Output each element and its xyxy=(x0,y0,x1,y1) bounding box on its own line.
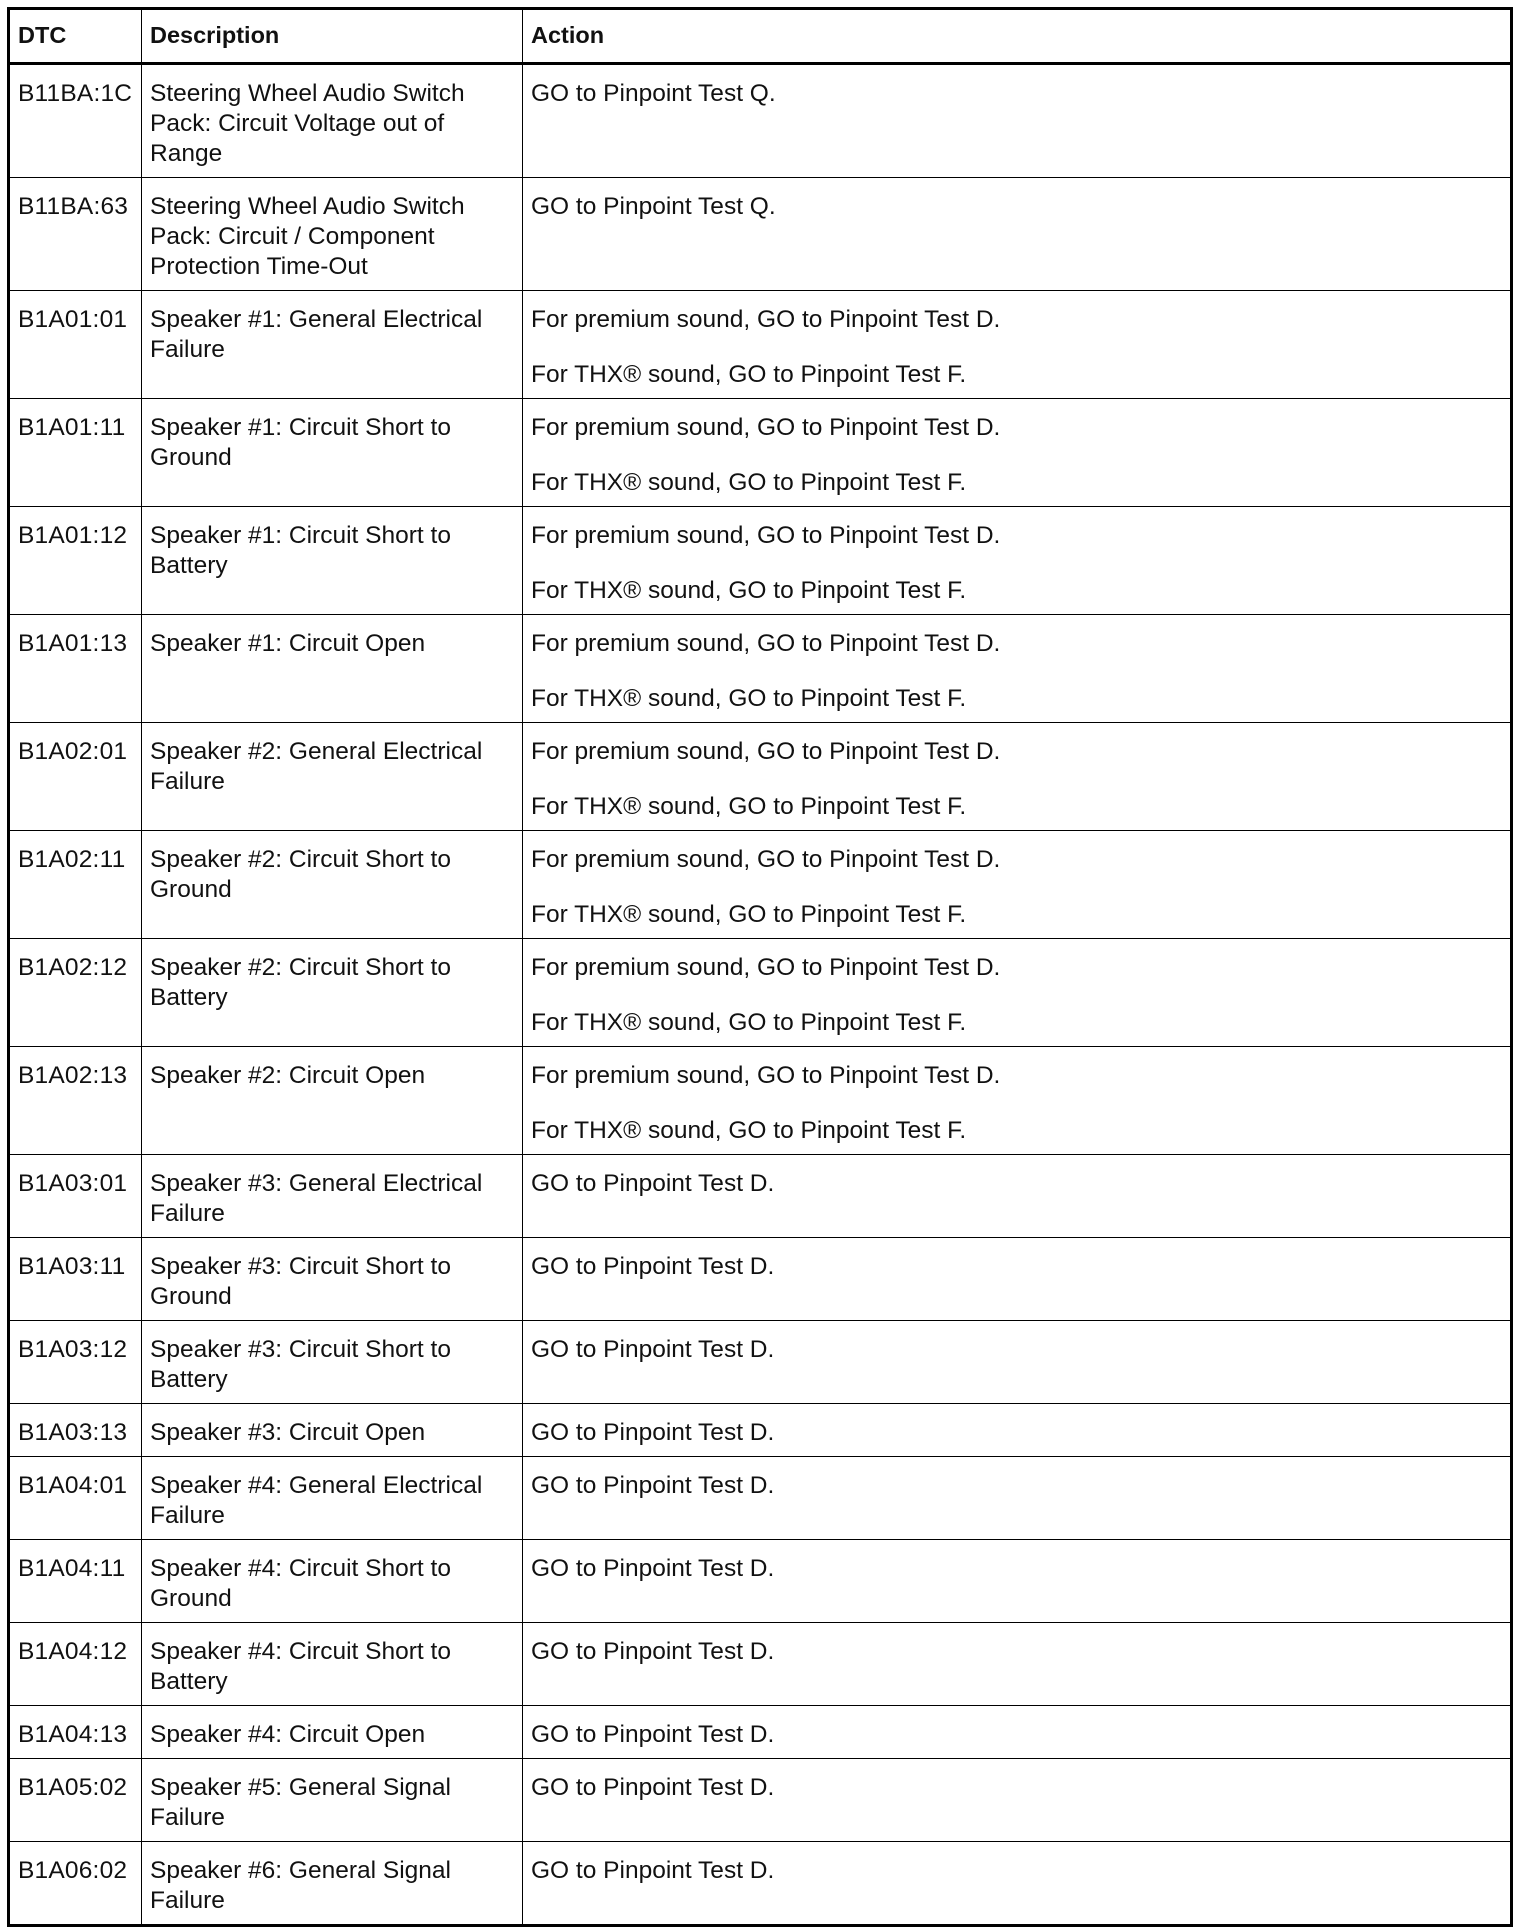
action-text: For premium sound, GO to Pinpoint Test D. xyxy=(531,954,1001,981)
table-row xyxy=(9,399,1512,507)
table-row xyxy=(9,1404,1512,1457)
description-cell: Speaker #3: Circuit Short to Battery xyxy=(142,1321,523,1404)
action-text: GO to Pinpoint Test D. xyxy=(531,1336,775,1363)
dtc-code-cell: B1A01:01 xyxy=(9,291,142,399)
action-text: For THX® sound, GO to Pinpoint Test F. xyxy=(531,469,967,496)
action-text: GO to Pinpoint Test D. xyxy=(531,1170,775,1197)
description-cell: Speaker #4: General Electrical Failure xyxy=(142,1457,523,1540)
action-text: For premium sound, GO to Pinpoint Test D. xyxy=(531,414,1001,441)
action-cell xyxy=(523,1047,1512,1155)
action-text: For THX® sound, GO to Pinpoint Test F. xyxy=(531,577,967,604)
dtc-code-cell: B11BA:63 xyxy=(9,178,142,291)
dtc-code-cell: B11BA:1C xyxy=(9,64,142,178)
dtc-code-cell: B1A01:12 xyxy=(9,507,142,615)
action-text: For premium sound, GO to Pinpoint Test D. xyxy=(531,1062,1001,1089)
table-row xyxy=(9,291,1512,399)
action-text: GO to Pinpoint Test D. xyxy=(531,1638,775,1665)
action-text: For THX® sound, GO to Pinpoint Test F. xyxy=(531,361,967,388)
dtc-code-cell: B1A05:02 xyxy=(9,1759,142,1842)
action-cell xyxy=(523,615,1512,723)
action-text: For premium sound, GO to Pinpoint Test D. xyxy=(531,738,1001,765)
column-header-dtc: DTC xyxy=(9,9,142,64)
action-cell xyxy=(523,399,1512,507)
action-text: For THX® sound, GO to Pinpoint Test F. xyxy=(531,793,967,820)
dtc-code-cell: B1A04:01 xyxy=(9,1457,142,1540)
description-cell: Speaker #1: Circuit Open xyxy=(142,615,523,723)
action-text: GO to Pinpoint Test D. xyxy=(531,1774,775,1801)
header-row xyxy=(9,9,1512,64)
table-row xyxy=(9,507,1512,615)
table-body xyxy=(9,64,1512,1926)
table-row xyxy=(9,1706,1512,1759)
column-header-description: Description xyxy=(142,9,523,64)
table-row xyxy=(9,1238,1512,1321)
action-cell xyxy=(523,831,1512,939)
table-row xyxy=(9,1155,1512,1238)
column-header-action: Action xyxy=(523,9,1512,64)
action-text: For THX® sound, GO to Pinpoint Test F. xyxy=(531,685,967,712)
action-cell xyxy=(523,723,1512,831)
action-cell xyxy=(523,1404,1512,1457)
description-cell: Steering Wheel Audio Switch Pack: Circuit Voltage out of Range xyxy=(142,64,523,178)
table-row xyxy=(9,64,1512,178)
table-row xyxy=(9,831,1512,939)
dtc-code-cell: B1A06:02 xyxy=(9,1842,142,1926)
dtc-code-cell: B1A01:13 xyxy=(9,615,142,723)
action-cell xyxy=(523,507,1512,615)
action-text: For THX® sound, GO to Pinpoint Test F. xyxy=(531,1009,967,1036)
description-cell: Speaker #2: Circuit Short to Ground xyxy=(142,831,523,939)
dtc-code-cell: B1A04:12 xyxy=(9,1623,142,1706)
table-row xyxy=(9,1623,1512,1706)
dtc-code-cell: B1A03:11 xyxy=(9,1238,142,1321)
action-text: For THX® sound, GO to Pinpoint Test F. xyxy=(531,1117,967,1144)
dtc-code-cell: B1A04:11 xyxy=(9,1540,142,1623)
action-text: GO to Pinpoint Test Q. xyxy=(531,80,776,107)
description-cell: Speaker #3: General Electrical Failure xyxy=(142,1155,523,1238)
dtc-code-cell: B1A02:11 xyxy=(9,831,142,939)
description-cell: Speaker #2: Circuit Open xyxy=(142,1047,523,1155)
action-cell xyxy=(523,1321,1512,1404)
dtc-code-cell: B1A02:12 xyxy=(9,939,142,1047)
dtc-table xyxy=(7,7,1513,1927)
dtc-code-cell: B1A02:01 xyxy=(9,723,142,831)
description-cell: Speaker #1: Circuit Short to Ground xyxy=(142,399,523,507)
dtc-code-cell: B1A03:13 xyxy=(9,1404,142,1457)
action-text: For premium sound, GO to Pinpoint Test D. xyxy=(531,522,1001,549)
description-cell: Speaker #1: General Electrical Failure xyxy=(142,291,523,399)
action-cell xyxy=(523,1238,1512,1321)
action-cell xyxy=(523,1457,1512,1540)
description-cell: Speaker #1: Circuit Short to Battery xyxy=(142,507,523,615)
table-row xyxy=(9,1540,1512,1623)
action-cell xyxy=(523,1759,1512,1842)
action-text: For premium sound, GO to Pinpoint Test D. xyxy=(531,630,1001,657)
table-row xyxy=(9,1047,1512,1155)
description-cell: Speaker #6: General Signal Failure xyxy=(142,1842,523,1926)
action-text: GO to Pinpoint Test D. xyxy=(531,1419,775,1446)
action-cell xyxy=(523,291,1512,399)
action-text: For premium sound, GO to Pinpoint Test D. xyxy=(531,846,1001,873)
action-cell xyxy=(523,178,1512,291)
description-cell: Speaker #3: Circuit Open xyxy=(142,1404,523,1457)
action-cell xyxy=(523,1155,1512,1238)
description-cell: Speaker #4: Circuit Open xyxy=(142,1706,523,1759)
description-cell: Speaker #3: Circuit Short to Ground xyxy=(142,1238,523,1321)
action-text: GO to Pinpoint Test D. xyxy=(531,1857,775,1884)
table-row xyxy=(9,1759,1512,1842)
action-cell xyxy=(523,1623,1512,1706)
table-row xyxy=(9,939,1512,1047)
description-cell: Speaker #4: Circuit Short to Ground xyxy=(142,1540,523,1623)
table-row xyxy=(9,615,1512,723)
table-row xyxy=(9,1457,1512,1540)
table-row xyxy=(9,1842,1512,1926)
action-text: GO to Pinpoint Test D. xyxy=(531,1721,775,1748)
action-cell xyxy=(523,64,1512,178)
action-cell xyxy=(523,939,1512,1047)
dtc-code-cell: B1A04:13 xyxy=(9,1706,142,1759)
table-row xyxy=(9,723,1512,831)
action-text: GO to Pinpoint Test D. xyxy=(531,1253,775,1280)
table-row xyxy=(9,1321,1512,1404)
description-cell: Speaker #5: General Signal Failure xyxy=(142,1759,523,1842)
dtc-code-cell: B1A03:01 xyxy=(9,1155,142,1238)
table-header xyxy=(9,9,1512,64)
description-cell: Speaker #4: Circuit Short to Battery xyxy=(142,1623,523,1706)
dtc-code-cell: B1A03:12 xyxy=(9,1321,142,1404)
description-cell: Speaker #2: Circuit Short to Battery xyxy=(142,939,523,1047)
action-text: GO to Pinpoint Test Q. xyxy=(531,193,776,220)
description-cell: Steering Wheel Audio Switch Pack: Circuit / Component Protection Time-Out xyxy=(142,178,523,291)
action-text: GO to Pinpoint Test D. xyxy=(531,1555,775,1582)
action-cell xyxy=(523,1706,1512,1759)
action-text: For premium sound, GO to Pinpoint Test D. xyxy=(531,306,1001,333)
action-cell xyxy=(523,1540,1512,1623)
action-text: GO to Pinpoint Test D. xyxy=(531,1472,775,1499)
dtc-code-cell: B1A01:11 xyxy=(9,399,142,507)
description-cell: Speaker #2: General Electrical Failure xyxy=(142,723,523,831)
dtc-code-cell: B1A02:13 xyxy=(9,1047,142,1155)
action-cell xyxy=(523,1842,1512,1926)
action-text: For THX® sound, GO to Pinpoint Test F. xyxy=(531,901,967,928)
table-row xyxy=(9,178,1512,291)
